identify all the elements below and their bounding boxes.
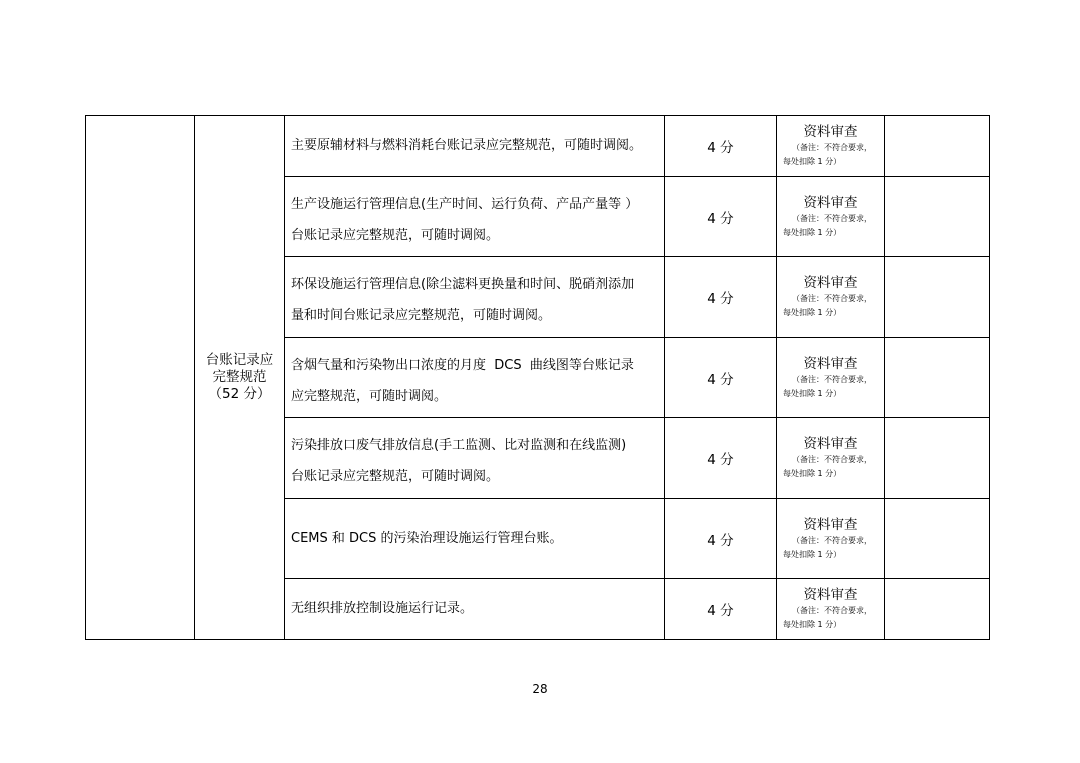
method-cell [777, 418, 885, 499]
method-note-line-1: （备注：不符合要求， [792, 143, 872, 152]
method-note-line-1: （备注：不符合要求， [792, 535, 872, 545]
method-cell [777, 499, 885, 579]
item-cell [285, 177, 665, 257]
method-cell [777, 257, 885, 338]
method-title: 资料审查 [803, 275, 858, 291]
category-line-3: （52 分） [208, 386, 271, 402]
category-cell [195, 116, 285, 640]
method-note-line-2: 每处扣除 1 分） [783, 620, 842, 629]
blank-first-column [86, 116, 195, 640]
item-text-line-1: 生产设施运行管理信息(生产时间、运行负荷、产品产量等 ） [291, 196, 639, 212]
method-note-line-1: （备注：不符合要求， [792, 374, 872, 384]
item-text-line-2: 台账记录应完整规范，可随时调阅。 [291, 227, 500, 243]
category-line-1: 台账记录应 [205, 352, 274, 368]
method-cell [777, 116, 885, 177]
item-text-line-1: CEMS 和 DCS 的污染治理设施运行管理台账。 [291, 530, 563, 546]
item-text-line-2: 应完整规范，可随时调阅。 [291, 388, 448, 404]
method-cell [777, 338, 885, 418]
method-note-line-2: 每处扣除 1 分） [783, 308, 842, 317]
item-text-line-1: 含烟气量和污染物出口浓度的月度 DCS 曲线图等台账记录 [291, 357, 634, 373]
method-note-line-2: 每处扣除 1 分） [783, 469, 842, 478]
method-note-line-1: （备注：不符合要求， [792, 455, 872, 464]
remark-cell [885, 177, 990, 257]
method-cell [777, 579, 885, 640]
method-note-line-2: 每处扣除 1 分） [783, 227, 842, 237]
score-cell: 4 分 [665, 338, 777, 418]
method-title: 资料审查 [803, 436, 858, 452]
scoring-table [85, 115, 990, 640]
table-row [86, 116, 990, 177]
method-title: 资料审查 [803, 194, 858, 211]
method-note-line-2: 每处扣除 1 分） [783, 549, 842, 559]
method-note-line-1: （备注：不符合要求， [792, 294, 872, 303]
score-cell: 4 分 [665, 499, 777, 579]
item-cell [285, 257, 665, 338]
method-note-line-1: （备注：不符合要求， [792, 213, 872, 223]
item-cell [285, 418, 665, 499]
method-cell [777, 177, 885, 257]
method-title: 资料审查 [803, 124, 858, 140]
remark-cell [885, 116, 990, 177]
method-title: 资料审查 [803, 587, 858, 603]
remark-cell [885, 418, 990, 499]
remark-cell [885, 579, 990, 640]
item-text-line-1: 主要原辅材料与燃料消耗台账记录应完整规范，可随时调阅。 [291, 138, 643, 153]
item-cell [285, 499, 665, 579]
item-text-line-2: 量和时间台账记录应完整规范，可随时调阅。 [291, 308, 552, 323]
item-cell [285, 338, 665, 418]
method-note-line-1: （备注：不符合要求， [792, 606, 872, 615]
score-cell: 4 分 [665, 177, 777, 257]
remark-cell [885, 338, 990, 418]
item-cell [285, 116, 665, 177]
method-note-line-2: 每处扣除 1 分） [783, 388, 842, 398]
remark-cell [885, 499, 990, 579]
category-line-2: 完整规范 [212, 369, 267, 385]
page-number: 28 [532, 682, 548, 696]
remark-cell [885, 257, 990, 338]
method-title: 资料审查 [803, 355, 858, 372]
score-cell: 4 分 [665, 257, 777, 338]
score-cell: 4 分 [665, 579, 777, 640]
method-title: 资料审查 [803, 516, 858, 533]
score-cell: 4 分 [665, 418, 777, 499]
item-text-line-1: 环保设施运行管理信息(除尘滤料更换量和时间、脱硝剂添加 [291, 277, 635, 292]
score-cell: 4 分 [665, 116, 777, 177]
item-cell [285, 579, 665, 640]
item-text-line-2: 台账记录应完整规范，可随时调阅。 [291, 469, 500, 484]
item-text-line-1: 污染排放口废气排放信息(手工监测、比对监测和在线监测) [291, 438, 627, 453]
method-note-line-2: 每处扣除 1 分） [783, 157, 842, 166]
item-text-line-1: 无组织排放控制设施运行记录。 [291, 601, 474, 616]
